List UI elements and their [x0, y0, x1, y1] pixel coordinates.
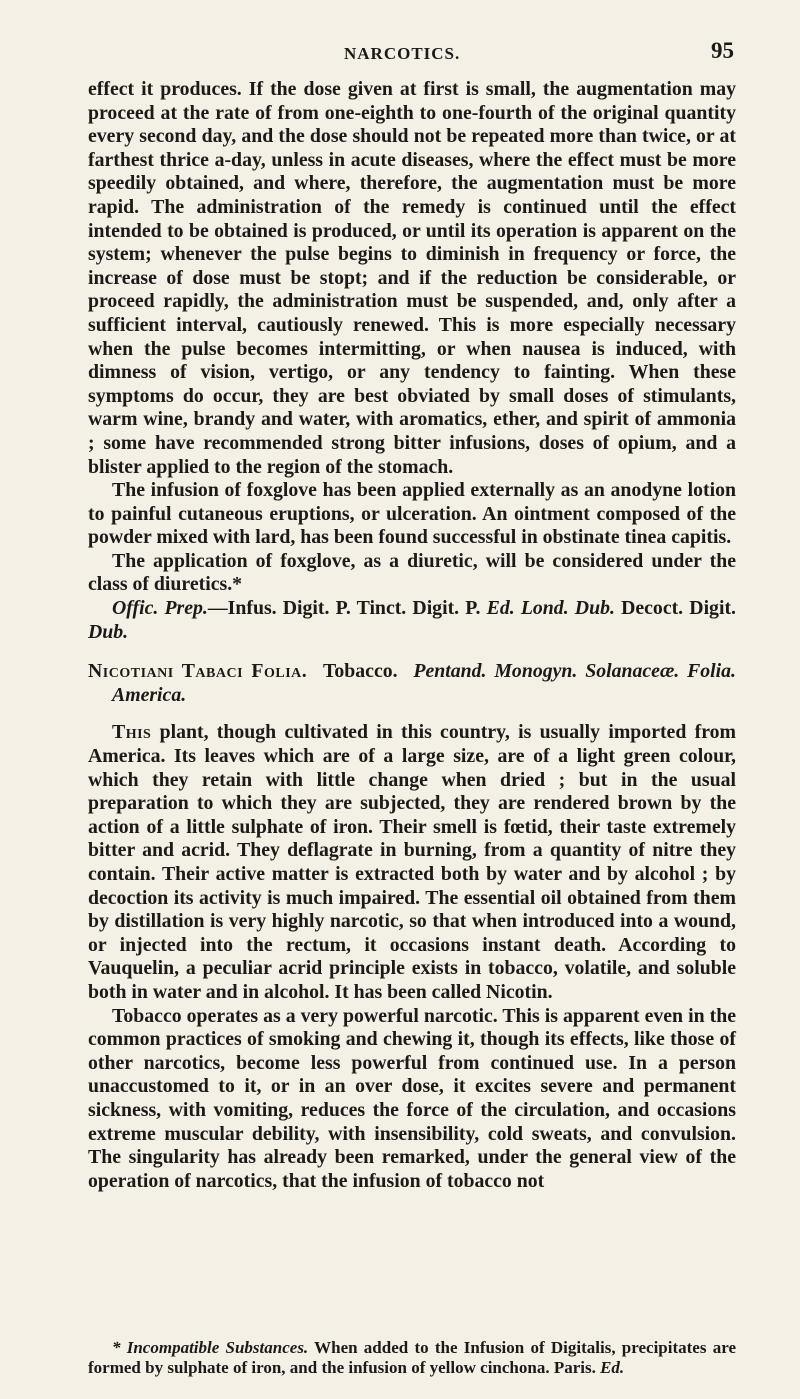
- tobacco-paragraph-2: Tobacco operates as a very powerful narcotic. This is apparent even in the common practices of smoking and chewing it, though its effects, like those of other narcotics, become less powerful from continued use. In a person unaccustomed to it, or in an over dose, it excites severe and permanent sickness, with vomiting, reduces the force of the circulation, and occasions extreme muscular debility, with insensibility, cold sweats, and convulsion. The singularity has already been remarked, under the general view of the operation of narcotics, that the infusion of tobacco not: [88, 1004, 736, 1192]
- entry-name: Nicotiani Tabaci Folia.: [88, 660, 308, 683]
- entry-common-name: Tobacco.: [323, 660, 398, 683]
- body-text: [88, 78, 736, 1193]
- offic-text-1: —Infus. Digit. P. Tinct. Digit. P.: [207, 597, 481, 620]
- offic-label: Offic. Prep.: [112, 597, 208, 620]
- digitalis-paragraph-1: effect it produces. If the dose given at first is small, the augmentation may proceed at the rate of from one-eighth to one-fourth of the original quantity every second day, and the dose should not be repeated more than twice, or at farthest thrice a-day, unless in acute diseases, where the effect must be more speedily obtained, and where, therefore, the augmentation must be more rapid. The administration of the remedy is continued until the effect intended to be obtained is produced, or until its operation is apparent on the system; whenever the pulse begins to diminish in frequency or force, the increase of dose must be stopt; and if the reduction be considerable, or proceed rapidly, the administration must be suspended, and, only after a sufficient interval, cautiously renewed. This is more especially necessary when the pulse becomes intermitting, or when nausea is induced, with dimness of vision, vertigo, or any tendency to fainting. When these symptoms do occur, they are best obviated by small doses of stimulants, warm wine, brandy and water, with aromatics, ether, and spirit of ammonia ; some have recommended strong bitter infusions, doses of opium, and a blister applied to the region of the stomach.: [88, 78, 736, 478]
- digitalis-paragraph-2: The infusion of foxglove has been applied externally as an anodyne lotion to painful cutaneous eruptions, or ulceration. An ointment composed of the powder mixed with lard, has been found successful in obstinate tinea capitis.: [88, 479, 736, 549]
- officinal-preparations: [88, 597, 736, 644]
- tobacco-paragraph-1-text: plant, though cultivated in this country, is usually imported from America. Its leaves which are of a large size, are of a light green colour, which they retain with little change when dried ; but in the usual preparation to which they are subjected, they are rendered brown by the action of a little sulphate of iron. Their smell is fœtid, their taste extremely bitter and acrid. They deflagrate in burning, from a quantity of nitre they contain. Their active matter is extracted both by water and by alcohol ; by decoction its activity is much impaired. The essential oil obtained from them by distillation is very highly narcotic, so that when introduced into a wound, or injected into the rectum, it occasions instant death. According to Vauquelin, a peculiar acrid principle exists in tobacco, volatile, and soluble both in water and in alcohol. It has been called Nicotin.: [88, 721, 736, 1003]
- digitalis-paragraph-3: The application of foxglove, as a diuretic, will be considered under the class of diuretics.*: [88, 549, 736, 596]
- footnote-text: When added to the Infusion of Digitalis, precipitates are formed by sulphate of iron, and the infusion of yellow cinchona. Paris.: [88, 1338, 736, 1377]
- running-head: [88, 38, 736, 78]
- footnote-label: * Incompatible Substances.: [112, 1338, 309, 1357]
- entry-classification: Pentand. Monogyn. Solanaceæ.: [413, 660, 680, 683]
- running-title: NARCOTICS.: [344, 44, 461, 63]
- tobacco-paragraph-1: [88, 721, 736, 1004]
- footnote: [88, 1338, 736, 1378]
- entry-part: Folia. America.: [112, 660, 736, 706]
- page-number: 95: [711, 38, 734, 63]
- offic-text-2: Ed. Lond. Dub.: [486, 597, 615, 620]
- tobacco-lead-word: This: [112, 721, 152, 744]
- tobacco-entry-heading: [88, 660, 736, 707]
- footnote-source: Ed.: [600, 1358, 625, 1377]
- offic-text-4: Dub.: [88, 620, 129, 643]
- offic-text-3: Decoct. Digit.: [621, 597, 736, 620]
